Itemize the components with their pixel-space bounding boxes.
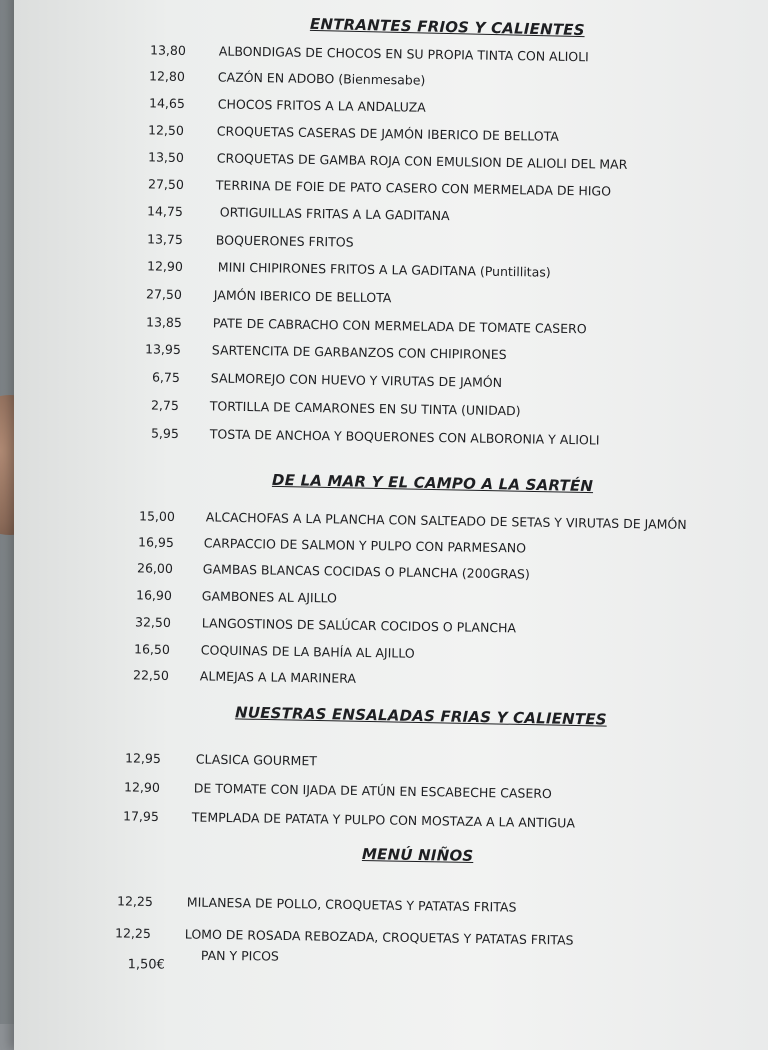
item-price: 13,85 xyxy=(145,314,182,330)
item-name: COQUINAS DE LA BAHÍA AL AJILLO xyxy=(200,642,415,661)
item-price: 26,00 xyxy=(136,560,173,576)
item-price: 17,95 xyxy=(122,808,159,824)
item-price: 13,80 xyxy=(149,42,186,58)
item-name: LANGOSTINOS DE SALÚCAR COCIDOS O PLANCHA xyxy=(201,615,517,636)
item-name: CAZÓN EN ADOBO (Bienmesabe) xyxy=(217,69,426,88)
item-price: 16,95 xyxy=(137,534,174,550)
item-name: LOMO DE ROSADA REBOZADA, CROQUETAS Y PATATAS FRITAS xyxy=(184,926,574,948)
item-name: MINI CHIPIRONES FRITOS A LA GADITANA (Puntillitas) xyxy=(217,259,551,280)
item-name: BOQUERONES FRITOS xyxy=(215,232,354,250)
item-price: 32,50 xyxy=(134,614,171,630)
section-title-entrantes: ENTRANTES FRIOS Y CALIENTES xyxy=(309,14,585,40)
item-name: GAMBONES AL AJILLO xyxy=(201,588,338,606)
item-name: ALBONDIGAS DE CHOCOS EN SU PROPIA TINTA CON ALIOLI xyxy=(218,43,589,65)
item-name: TERRINA DE FOIE DE PATO CASERO CON MERMELADA DE HIGO xyxy=(215,177,612,199)
section-title-ensaladas: NUESTRAS ENSALADAS FRIAS Y CALIENTES xyxy=(234,703,607,729)
item-name: CROQUETAS DE GAMBA ROJA CON EMULSION DE ALIOLI DEL MAR xyxy=(216,150,628,172)
item-price: 1,50€ xyxy=(127,957,165,973)
item-name: SALMOREJO CON HUEVO Y VIRUTAS DE JAMÓN xyxy=(210,370,503,391)
item-price: 12,80 xyxy=(148,68,185,84)
item-name: TOSTA DE ANCHOA Y BOQUERONES CON ALBORONIA Y ALIOLI xyxy=(209,426,600,448)
item-price: 13,75 xyxy=(146,231,183,247)
item-price: 5,95 xyxy=(150,425,179,441)
item-price: 22,50 xyxy=(132,667,169,683)
item-price: 27,50 xyxy=(147,176,184,192)
item-price: 12,25 xyxy=(114,925,151,941)
item-name: GAMBAS BLANCAS COCIDAS O PLANCHA (200GRAS) xyxy=(202,561,530,582)
item-name: CROQUETAS CASERAS DE JAMÓN IBERICO DE BELLOTA xyxy=(216,123,560,144)
item-price: 6,75 xyxy=(151,369,180,385)
item-price: 16,90 xyxy=(135,587,172,603)
item-name: CLASICA GOURMET xyxy=(195,751,318,769)
item-price: 12,25 xyxy=(116,893,153,909)
item-price: 2,75 xyxy=(150,397,179,413)
item-price: 12,90 xyxy=(123,779,160,795)
item-name: TEMPLADA DE PATATA Y PULPO CON MOSTAZA A LA ANTIGUA xyxy=(191,809,576,831)
item-price: 15,00 xyxy=(138,508,175,524)
item-name: PATE DE CABRACHO CON MERMELADA DE TOMATE CASERO xyxy=(212,315,587,337)
item-name: PAN Y PICOS xyxy=(200,947,279,964)
item-name: TORTILLA DE CAMARONES EN SU TINTA (UNIDAD) xyxy=(209,398,521,419)
item-price: 27,50 xyxy=(145,286,182,302)
item-price: 12,50 xyxy=(147,122,184,138)
item-name: ALMEJAS A LA MARINERA xyxy=(199,668,357,686)
item-name: JAMÓN IBERICO DE BELLOTA xyxy=(213,287,392,306)
item-price: 14,75 xyxy=(146,203,183,219)
item-name: CARPACCIO DE SALMON Y PULPO CON PARMESANO xyxy=(203,535,527,556)
item-name: ALCACHOFAS A LA PLANCHA CON SALTEADO DE SETAS Y VIRUTAS DE JAMÓN xyxy=(205,509,687,532)
item-name: ORTIGUILLAS FRITAS A LA GADITANA xyxy=(219,204,450,224)
section-title-menu-ninos: MENÚ NIÑOS xyxy=(361,845,474,865)
item-name: CHOCOS FRITOS A LA ANDALUZA xyxy=(217,96,426,115)
item-price: 13,95 xyxy=(144,341,181,357)
item-price: 12,90 xyxy=(146,258,183,274)
item-name: MILANESA DE POLLO, CROQUETAS Y PATATAS FRITAS xyxy=(186,894,517,915)
item-price: 12,95 xyxy=(124,750,161,766)
item-price: 16,50 xyxy=(133,641,170,657)
item-name: SARTENCITA DE GARBANZOS CON CHIPIRONES xyxy=(211,342,507,363)
section-title-mar-campo: DE LA MAR Y EL CAMPO A LA SARTÉN xyxy=(271,470,594,496)
item-price: 13,50 xyxy=(147,149,184,165)
item-name: DE TOMATE CON IJADA DE ATÚN EN ESCABECHE CASERO xyxy=(193,780,552,802)
item-price: 14,65 xyxy=(148,95,185,111)
